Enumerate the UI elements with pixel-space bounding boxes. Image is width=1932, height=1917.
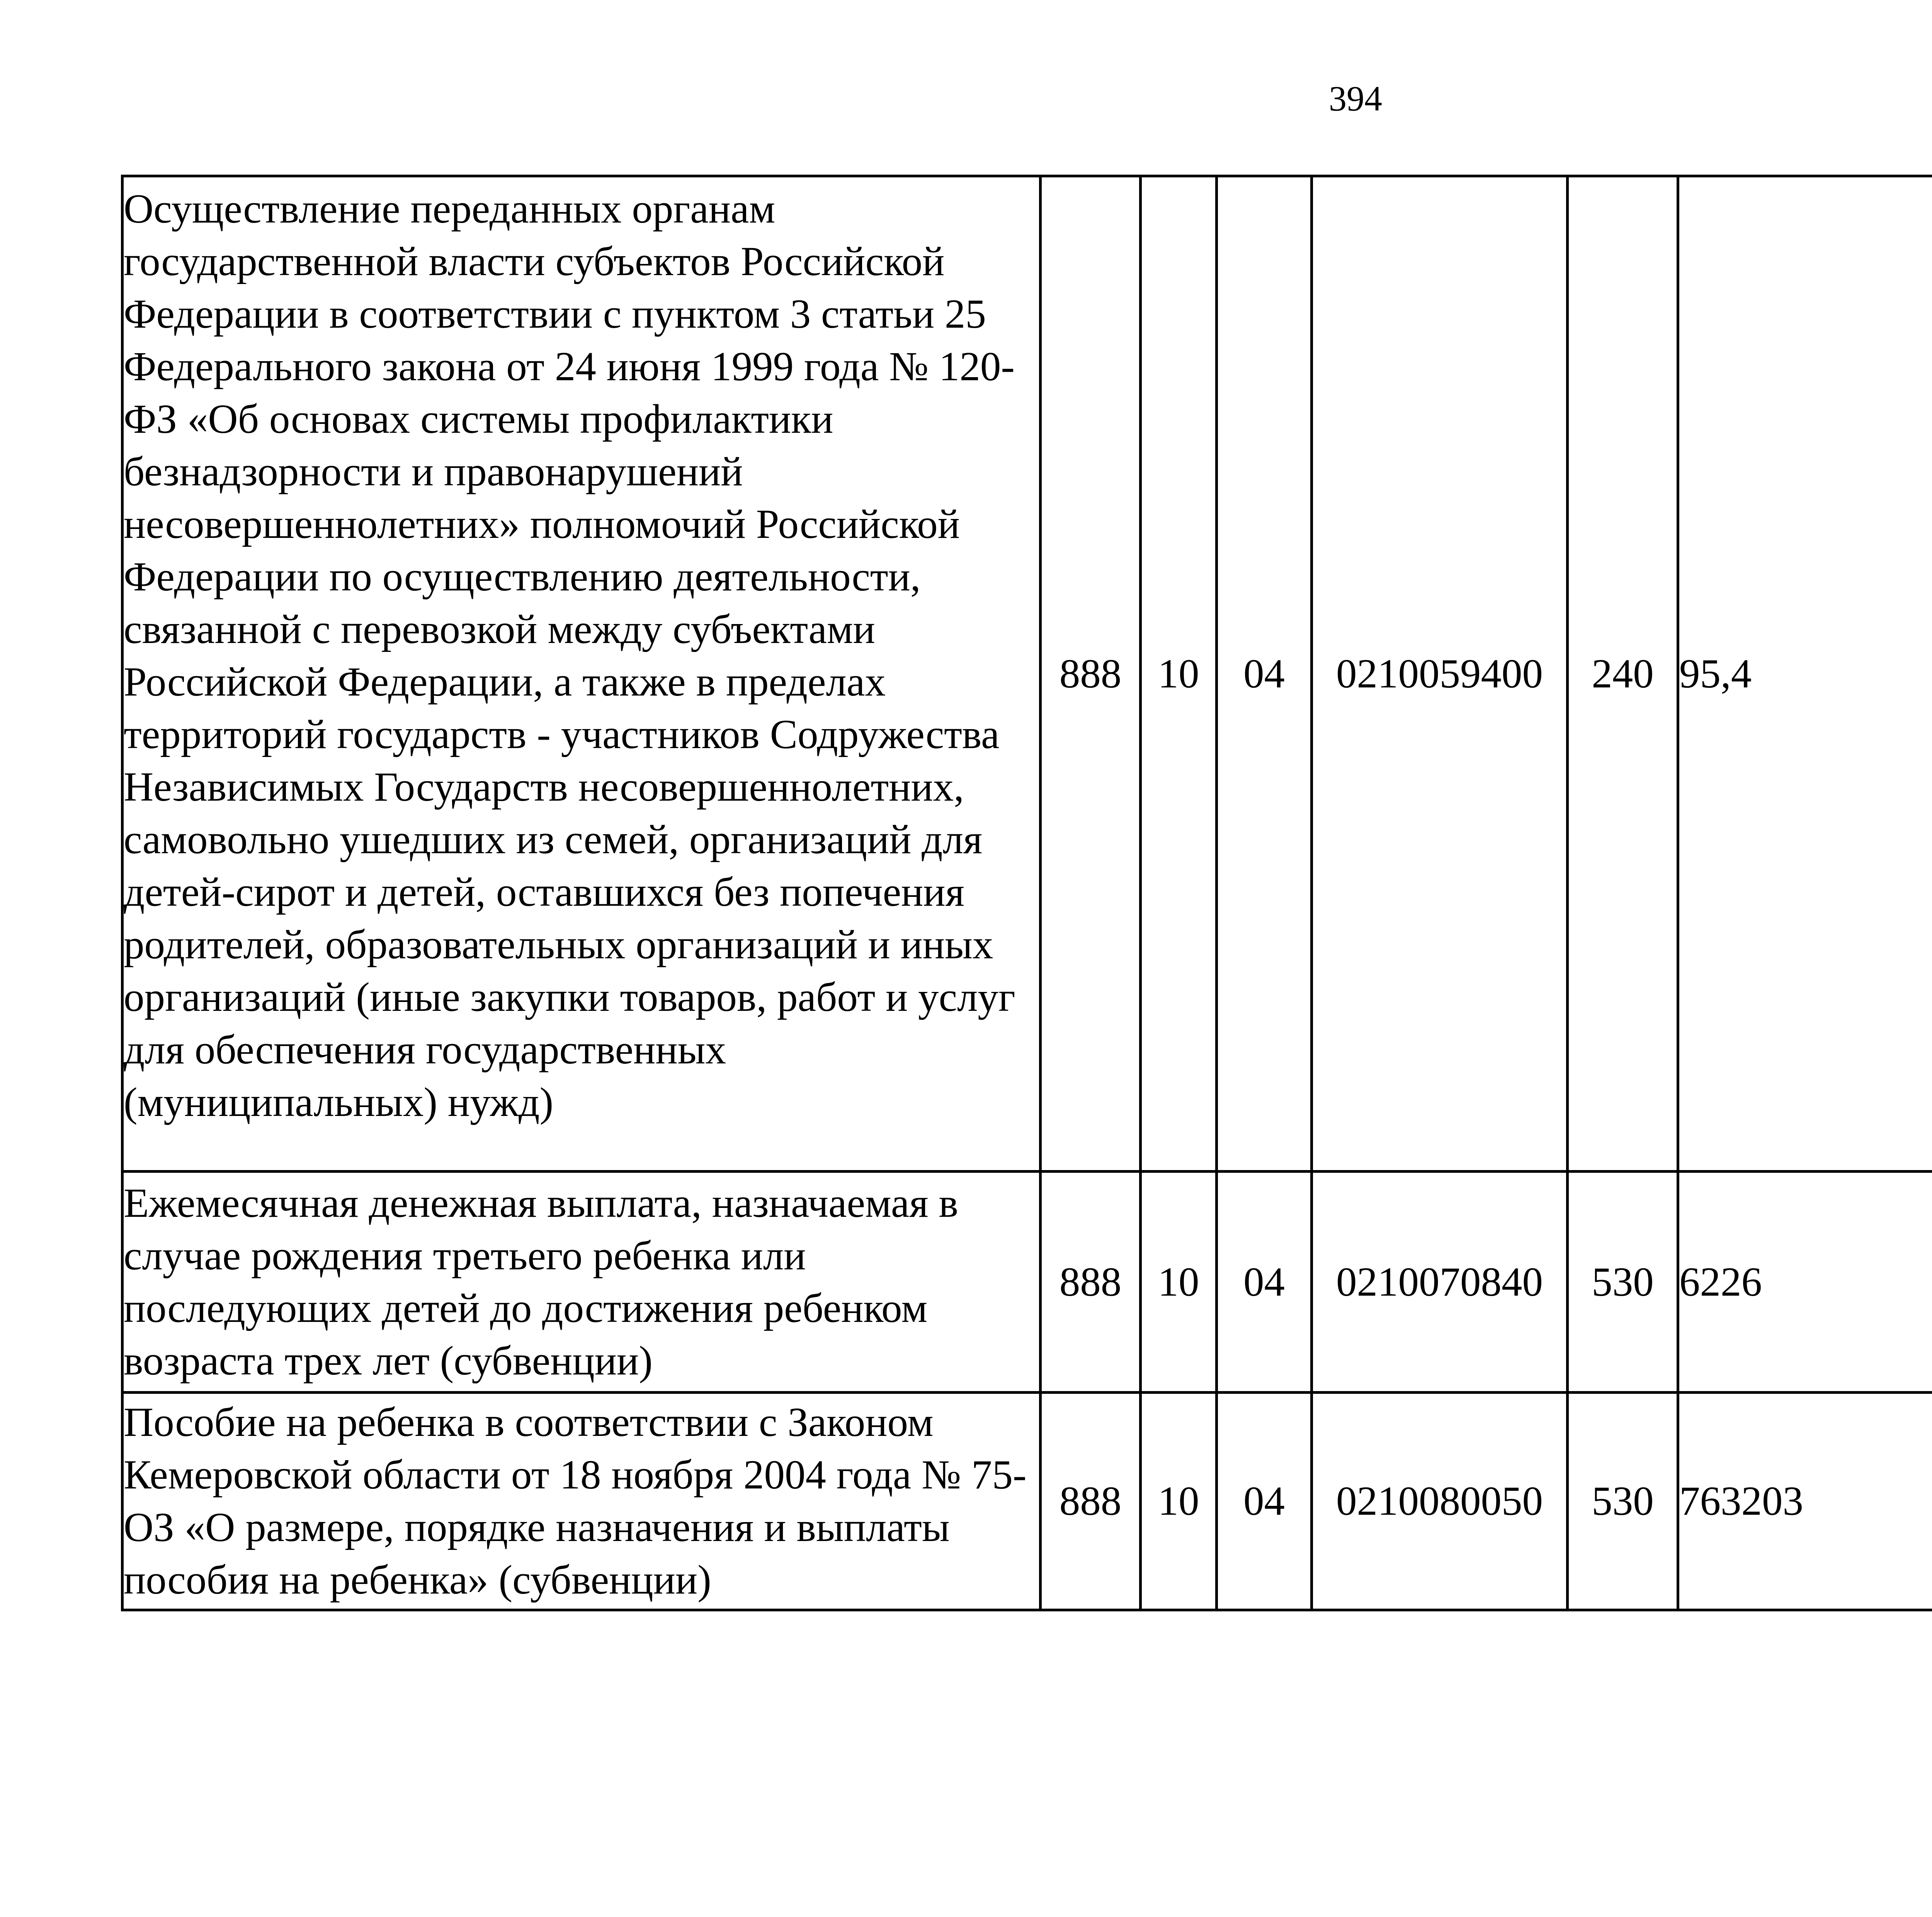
subsection-code: 04 [1217, 1172, 1312, 1393]
section-code: 10 [1141, 1393, 1217, 1610]
row-description: Пособие на ребенка в соответствии с Законом Кемеровской области от 18 ноября 2004 года № 75-ОЗ «О размере, порядке назначения и выплаты пособия на ребенка» (субвенции) [122, 1393, 1041, 1610]
expense-type-code: 530 [1568, 1172, 1678, 1393]
target-article-code: 0210059400 [1312, 176, 1568, 1172]
table-row [122, 1172, 1932, 1393]
amount-year-1: 95,4 [1678, 176, 1932, 1172]
expense-type-code: 240 [1568, 176, 1678, 1172]
ministry-code: 888 [1041, 1393, 1141, 1610]
expense-type-code: 530 [1568, 1393, 1678, 1610]
ministry-code: 888 [1041, 176, 1141, 1172]
row-description: Ежемесячная денежная выплата, назначаемая в случае рождения третьего ребенка или последующих детей до достижения ребенком возраста трех лет (субвенции) [122, 1172, 1041, 1393]
subsection-code: 04 [1217, 176, 1312, 1172]
table-row [122, 1393, 1932, 1610]
amount-year-1: 763203 [1678, 1393, 1932, 1610]
budget-table [121, 175, 1932, 1611]
section-code: 10 [1141, 1172, 1217, 1393]
target-article-code: 0210080050 [1312, 1393, 1568, 1610]
target-article-code: 0210070840 [1312, 1172, 1568, 1393]
subsection-code: 04 [1217, 1393, 1312, 1610]
section-code: 10 [1141, 176, 1217, 1172]
amount-year-1: 6226 [1678, 1172, 1932, 1393]
table-row [122, 176, 1932, 1172]
row-description: Осуществление переданных органам государственной власти субъектов Российской Федерации в соответствии с пунктом 3 статьи 25 Федерального закона от 24 июня 1999 года № 120-ФЗ «Об основах системы профилактики безнадзорности и правонарушений несовершеннолетних» полномочий Российской Федерации по осуществлению деятельности, связанной с перевозкой между субъектами Российской Федерации, а также в пределах территорий государств - участников Содружества Независимых Государств несовершеннолетних, самовольно ушедших из семей, организаций для детей-сирот и детей, оставшихся без попечения родителей, образовательных организаций и иных организаций (иные закупки товаров, работ и услуг для обеспечения государственных (муниципальных) нужд) [122, 176, 1041, 1172]
ministry-code: 888 [1041, 1172, 1141, 1393]
page-number: 394 [1329, 79, 1382, 118]
